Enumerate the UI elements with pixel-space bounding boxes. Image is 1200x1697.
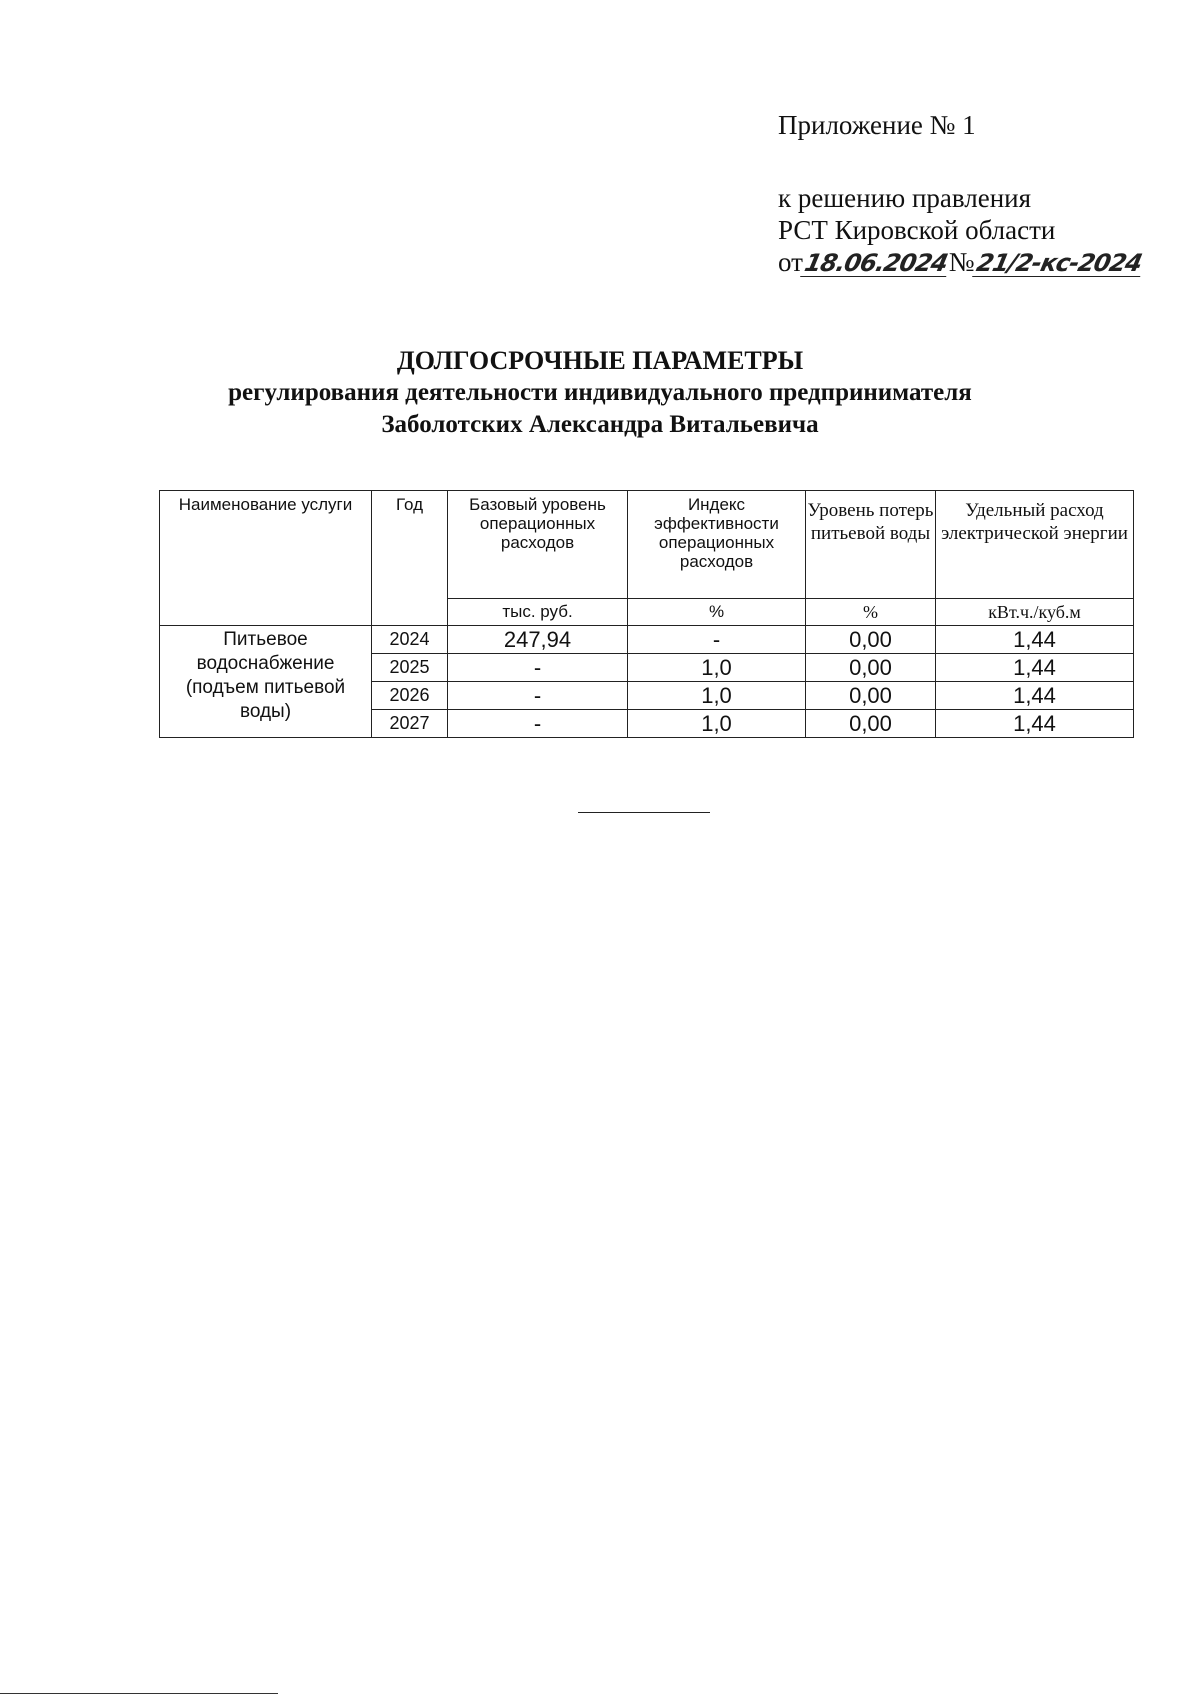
header-base-cost: Базовый уровень операционных расходов [448, 491, 628, 599]
year-cell: 2027 [372, 710, 448, 738]
base-cost-cell: - [448, 682, 628, 710]
header-energy: Удельный расход электрической энергии [936, 491, 1134, 599]
title-line-3: Заболотских Александра Витальевича [381, 411, 819, 438]
losses-cell: 0,00 [806, 626, 936, 654]
decision-line-2: РСТ Кировской области [778, 215, 1056, 245]
handwritten-number: 21/2-кс-2024 [973, 249, 1144, 277]
header-year: Год [372, 491, 448, 626]
title-line-2: регулирования деятельности индивидуального предпринимателя [228, 379, 972, 406]
year-cell: 2024 [372, 626, 448, 654]
losses-cell: 0,00 [806, 682, 936, 710]
decision-line-1: к решению правления [778, 183, 1032, 213]
energy-cell: 1,44 [936, 654, 1134, 682]
year-cell: 2026 [372, 682, 448, 710]
efficiency-cell: 1,0 [628, 682, 806, 710]
energy-cell: 1,44 [936, 682, 1134, 710]
efficiency-cell: 1,0 [628, 710, 806, 738]
unit-energy: кВт.ч./куб.м [936, 599, 1134, 626]
header-efficiency: Индекс эффективности операционных расходов [628, 491, 806, 599]
service-name-cell: Питьевое водоснабжение (подъем питьевой воды) [160, 626, 372, 738]
decision-reference [778, 182, 1143, 278]
closing-rule [578, 812, 710, 813]
appendix-label: Приложение № 1 [778, 110, 976, 140]
header-service: Наименование услуги [160, 491, 372, 626]
efficiency-cell: 1,0 [628, 654, 806, 682]
table-row [160, 626, 1134, 654]
losses-cell: 0,00 [806, 654, 936, 682]
unit-losses: % [806, 599, 936, 626]
handwritten-date: 18.06.2024 [802, 249, 950, 277]
base-cost-cell: - [448, 710, 628, 738]
base-cost-cell: - [448, 654, 628, 682]
unit-base-cost: тыс. руб. [448, 599, 628, 626]
efficiency-cell: - [628, 626, 806, 654]
table-header-row [160, 491, 1134, 599]
title-main: ДОЛГОСРОЧНЫЕ ПАРАМЕТРЫ [396, 346, 804, 375]
energy-cell: 1,44 [936, 626, 1134, 654]
parameters-table [159, 490, 1134, 738]
from-prefix: от [778, 247, 803, 277]
header-losses: Уровень потерь питьевой воды [806, 491, 936, 599]
number-sign: № [948, 247, 975, 277]
scan-edge-line [0, 1693, 278, 1694]
energy-cell: 1,44 [936, 710, 1134, 738]
decision-date-number [778, 246, 1143, 278]
year-cell: 2025 [372, 654, 448, 682]
unit-efficiency: % [628, 599, 806, 626]
base-cost-cell: 247,94 [448, 626, 628, 654]
losses-cell: 0,00 [806, 710, 936, 738]
document-title [0, 345, 1200, 441]
